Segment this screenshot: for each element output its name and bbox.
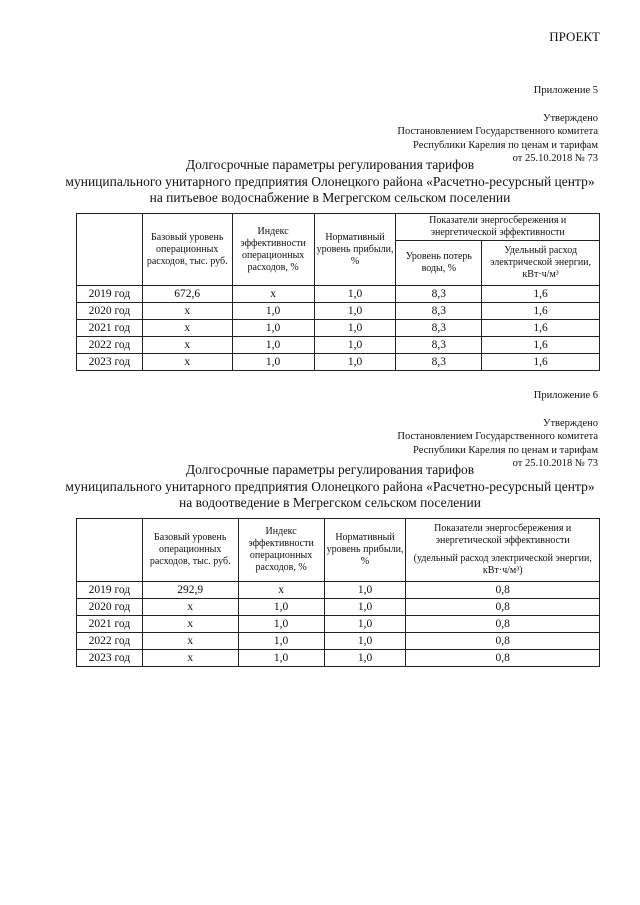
approval-block-2: [397, 389, 598, 471]
year-cell: 2021 год: [77, 616, 143, 633]
title-line: Долгосрочные параметры регулирования тарифов: [185, 157, 475, 172]
efficiency-index-cell: 1,0: [232, 320, 314, 337]
table-header-row: [77, 519, 600, 582]
base-opex-cell: х: [142, 320, 232, 337]
energy-efficiency-group-header: Показатели энергосбережения и энергетической эффективности: [396, 214, 600, 241]
base-opex-cell: х: [142, 633, 238, 650]
water-loss-cell: 8,3: [396, 320, 482, 337]
approval-date: от 25.10.2018 № 73: [512, 153, 598, 164]
approved-by-line2: Республики Карелия по ценам и тарифам: [413, 444, 598, 456]
profit-level-cell: 1,0: [314, 354, 396, 371]
year-cell: 2020 год: [77, 303, 143, 320]
year-cell: 2023 год: [77, 354, 143, 371]
base-opex-header: Базовый уровень операционных расходов, тыс. руб.: [142, 214, 232, 286]
specific-energy-label: (удельный расход электрической энергии, кВт·ч/м³): [413, 553, 592, 576]
year-cell: 2021 год: [77, 320, 143, 337]
year-cell: 2023 год: [77, 650, 143, 667]
title-line: муниципального унитарного предприятия Олонецкого района «Расчетно-ресурсный центр»: [65, 173, 595, 189]
specific-energy-cell: 0,8: [406, 633, 600, 650]
base-opex-cell: 672,6: [142, 286, 232, 303]
profit-level-cell: 1,0: [324, 582, 406, 599]
water-loss-cell: 8,3: [396, 303, 482, 320]
efficiency-index-cell: 1,0: [232, 354, 314, 371]
profit-level-cell: 1,0: [324, 633, 406, 650]
profit-level-cell: 1,0: [324, 650, 406, 667]
base-opex-cell: х: [142, 337, 232, 354]
year-cell: 2019 год: [77, 286, 143, 303]
table-row: [77, 337, 600, 354]
year-cell: 2022 год: [77, 633, 143, 650]
profit-level-cell: 1,0: [314, 337, 396, 354]
table-row: [77, 650, 600, 667]
specific-energy-cell: 0,8: [406, 582, 600, 599]
approved-label: Утверждено: [543, 112, 598, 124]
efficiency-index-header: Индекс эффективности операционных расходов, %: [232, 214, 314, 286]
title-line: Долгосрочные параметры регулирования тарифов: [185, 462, 475, 477]
profit-level-header: Нормативный уровень прибыли, %: [314, 214, 396, 286]
appendix-label: Приложение 6: [533, 390, 598, 401]
specific-energy-cell: 1,6: [482, 320, 600, 337]
base-opex-header: Базовый уровень операционных расходов, тыс. руб.: [142, 519, 238, 582]
profit-level-cell: 1,0: [324, 616, 406, 633]
year-cell: 2022 год: [77, 337, 143, 354]
title-line: на питьевое водоснабжение в Мегрегском сельском поселении: [149, 190, 511, 205]
efficiency-index-cell: х: [238, 582, 324, 599]
table-row: [77, 286, 600, 303]
section-title-2: [60, 462, 600, 512]
profit-level-cell: 1,0: [314, 286, 396, 303]
water-loss-cell: 8,3: [396, 286, 482, 303]
approved-by-line2: Республики Карелия по ценам и тарифам: [413, 139, 598, 151]
base-opex-cell: х: [142, 616, 238, 633]
specific-energy-cell: 0,8: [406, 650, 600, 667]
energy-efficiency-group-label: Показатели энергосбережения и энергетической эффективности: [434, 523, 572, 546]
tariff-table-wastewater: [76, 518, 600, 667]
title-line: на водоотведение в Мегрегском сельском поселении: [179, 495, 481, 510]
specific-energy-cell: 0,8: [406, 616, 600, 633]
table-row: [77, 320, 600, 337]
efficiency-index-cell: 1,0: [238, 650, 324, 667]
specific-energy-cell: 1,6: [482, 354, 600, 371]
base-opex-cell: х: [142, 599, 238, 616]
specific-energy-header: Удельный расход электрической энергии, кВт·ч/м³: [482, 241, 600, 286]
efficiency-index-cell: х: [232, 286, 314, 303]
efficiency-index-cell: 1,0: [232, 303, 314, 320]
approved-label: Утверждено: [543, 417, 598, 429]
approved-by-line1: Постановлением Государственного комитета: [397, 126, 598, 137]
title-line: муниципального унитарного предприятия Олонецкого района «Расчетно-ресурсный центр»: [65, 478, 595, 494]
profit-level-header: Нормативный уровень прибыли, %: [324, 519, 406, 582]
approval-block-1: [397, 84, 598, 166]
specific-energy-cell: 1,6: [482, 286, 600, 303]
specific-energy-cell: 0,8: [406, 599, 600, 616]
efficiency-index-header: Индекс эффективности операционных расходов, %: [238, 519, 324, 582]
profit-level-cell: 1,0: [314, 320, 396, 337]
water-loss-header: Уровень потерь воды, %: [396, 241, 482, 286]
approval-date: от 25.10.2018 № 73: [512, 458, 598, 469]
water-loss-cell: 8,3: [396, 337, 482, 354]
table-row: [77, 599, 600, 616]
year-cell: 2019 год: [77, 582, 143, 599]
approved-by-line1: Постановлением Государственного комитета: [397, 431, 598, 442]
efficiency-index-cell: 1,0: [238, 616, 324, 633]
table-row: [77, 303, 600, 320]
tariff-table-water-supply: [76, 213, 600, 371]
appendix-label: Приложение 5: [533, 85, 598, 96]
base-opex-cell: 292,9: [142, 582, 238, 599]
year-header: [77, 214, 143, 286]
profit-level-cell: 1,0: [324, 599, 406, 616]
section-title-1: [60, 157, 600, 207]
year-header: [77, 519, 143, 582]
water-loss-cell: 8,3: [396, 354, 482, 371]
base-opex-cell: х: [142, 303, 232, 320]
efficiency-index-cell: 1,0: [232, 337, 314, 354]
base-opex-cell: х: [142, 354, 232, 371]
efficiency-index-cell: 1,0: [238, 599, 324, 616]
table-header-row: [77, 214, 600, 241]
year-cell: 2020 год: [77, 599, 143, 616]
profit-level-cell: 1,0: [314, 303, 396, 320]
table-row: [77, 616, 600, 633]
specific-energy-cell: 1,6: [482, 337, 600, 354]
table-row: [77, 633, 600, 650]
draft-label: ПРОЕКТ: [549, 29, 600, 44]
specific-energy-cell: 1,6: [482, 303, 600, 320]
table-row: [77, 582, 600, 599]
table-row: [77, 354, 600, 371]
energy-efficiency-header: [406, 519, 600, 582]
base-opex-cell: х: [142, 650, 238, 667]
efficiency-index-cell: 1,0: [238, 633, 324, 650]
